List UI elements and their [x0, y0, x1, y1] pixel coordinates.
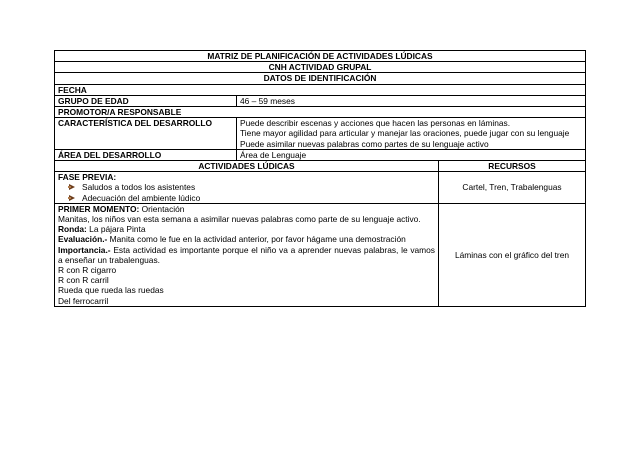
trabalenguas-line: R con R cigarro [58, 265, 117, 276]
ronda-paragraph [58, 224, 435, 234]
primer-momento-subtitle: Orientación [139, 203, 185, 214]
evaluacion-paragraph [58, 234, 435, 244]
caracteristica-line: Puede asimilar nuevas palabras como partes de su lenguaje activo [240, 138, 489, 149]
primer-momento-resources: Láminas con el gráfico del tren [439, 203, 586, 306]
matrix-subtitle: CNH ACTIVIDAD GRUPAL [55, 62, 586, 73]
fecha-label: FECHA [55, 84, 586, 95]
trabalenguas-line: Rueda que rueda las ruedas [58, 285, 164, 296]
evaluacion-label: Evaluación.- [58, 234, 108, 245]
primer-momento-intro: Manitas, los niños van esta semana a asimilar nuevas palabras como parte de su lenguaje activo. [58, 214, 421, 225]
arrow-bullet-icon [68, 194, 76, 202]
fase-previa-resources: Cartel, Tren, Trabalenguas [439, 172, 586, 204]
area-desarrollo-label: ÁREA DEL DESARROLLO [55, 149, 237, 160]
list-item [68, 193, 435, 203]
list-item-label: Adecuación del ambiente lúdico [82, 192, 201, 203]
arrow-bullet-icon [68, 183, 76, 191]
list-item-label: Saludos a todos los asistentes [82, 182, 196, 193]
primer-momento-cell [55, 203, 439, 306]
list-item [68, 182, 435, 192]
promotor-label: PROMOTOR/A RESPONSABLE [55, 107, 586, 118]
fase-previa-cell [55, 172, 439, 204]
caracteristica-value [237, 118, 586, 150]
primer-momento-title: PRIMER MOMENTO: [58, 203, 140, 214]
grupo-edad-value: 46 – 59 meses [237, 95, 586, 106]
importancia-label: Importancia.- [58, 244, 111, 255]
importancia-value: Esta actividad es importante porque el niño va a aprender nuevas palabras, le vamos a enseñar un trabalenguas. [58, 244, 435, 265]
evaluacion-value: Manita como le fue en la actividad anterior, por favor hágame una demostración [107, 234, 406, 245]
planning-matrix-table [54, 50, 586, 307]
recursos-header: RECURSOS [439, 161, 586, 172]
actividades-header: ACTIVIDADES LÚDICAS [55, 161, 439, 172]
trabalenguas-line: Del ferrocarril [58, 295, 109, 306]
ronda-label: Ronda: [58, 224, 87, 235]
matrix-title: MATRIZ DE PLANIFICACIÓN DE ACTIVIDADES LÚDICAS [55, 51, 586, 62]
caracteristica-line: Puede describir escenas y acciones que hacen las personas en láminas. [240, 118, 511, 129]
caracteristica-label: CARACTERÍSTICA DEL DESARROLLO [55, 118, 237, 150]
trabalenguas-line: R con R carril [58, 275, 109, 286]
primer-momento-heading [58, 204, 435, 214]
fase-previa-title: FASE PREVIA: [58, 172, 117, 183]
fase-previa-list [58, 182, 435, 202]
caracteristica-line: Tiene mayor agilidad para articular y manejar las oraciones, puede jugar con su lenguaje [240, 128, 570, 139]
identification-section-header: DATOS DE IDENTIFICACIÓN [55, 73, 586, 84]
importancia-paragraph [58, 245, 435, 265]
grupo-edad-label: GRUPO DE EDAD [55, 95, 237, 106]
area-desarrollo-value: Área de Lenguaje [237, 149, 586, 160]
ronda-value: La pájara Pinta [86, 224, 146, 235]
